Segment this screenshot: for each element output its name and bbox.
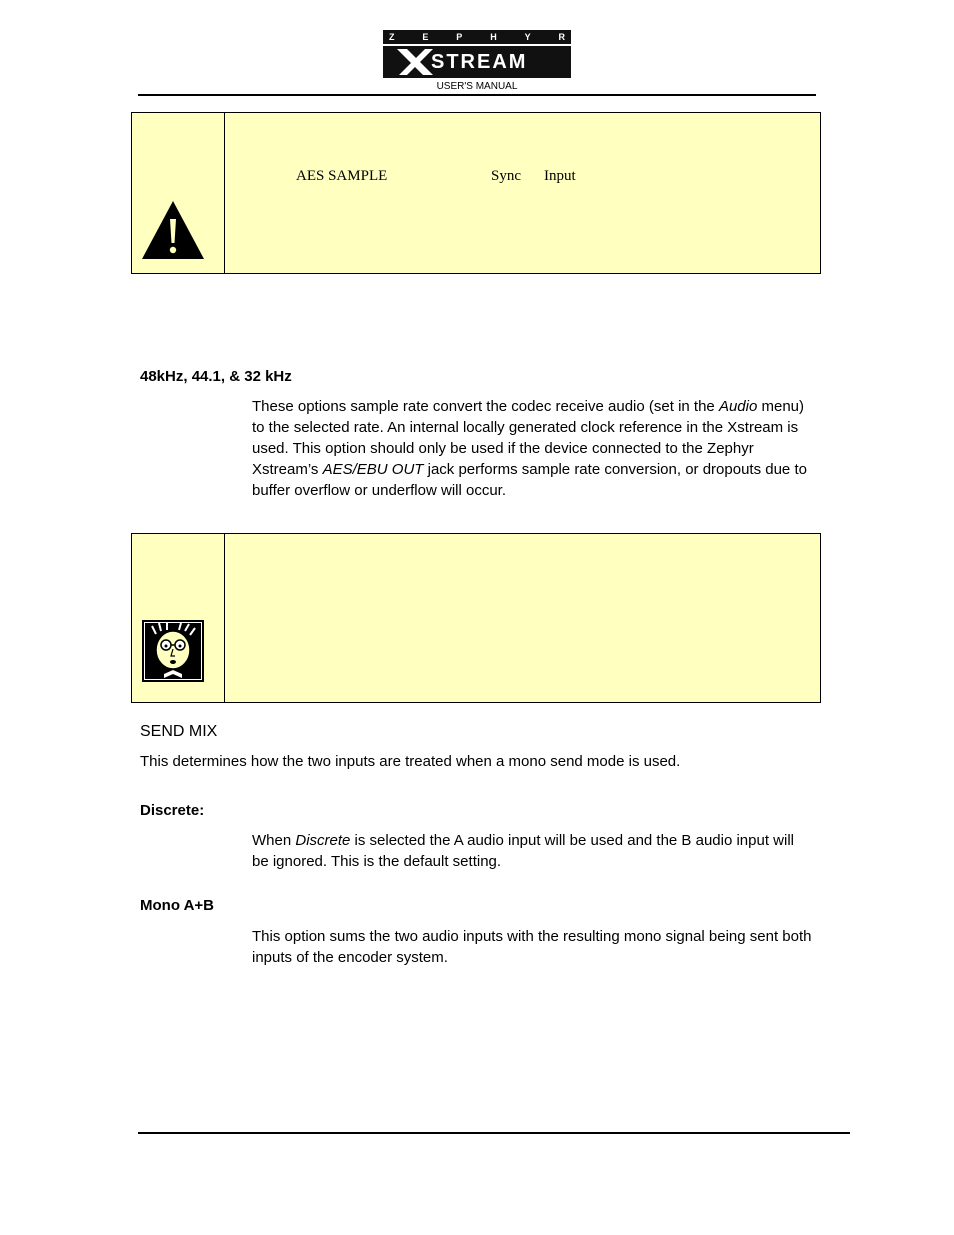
discrete-text: When xyxy=(252,832,296,849)
footer-rule xyxy=(138,1132,850,1134)
logo-letter: H xyxy=(490,32,497,42)
manual-subtitle: USER'S MANUAL xyxy=(436,81,518,92)
zephyr-xstream-logo xyxy=(383,30,571,78)
note-divider xyxy=(224,113,225,273)
note-divider xyxy=(224,534,225,702)
discrete-text: is selected the A audio input will be used and the B audio input will be ignored. This is the default setting. xyxy=(252,832,795,870)
discrete-paragraph xyxy=(252,830,807,872)
aes-ebu-out-term: AES/EBU OUT xyxy=(322,461,424,478)
rates-paragraph xyxy=(252,396,817,501)
logo-x-mark-icon xyxy=(395,47,435,77)
send-mix-intro: This determines how the two inputs are treated when a mono send mode is used. xyxy=(140,753,681,770)
note-text-aes-sample: AES SAMPLE xyxy=(296,168,388,184)
rates-text: jack performs sample rate conversion, or dropouts due to buffer overflow or underflow will occur. xyxy=(252,461,807,499)
tip-note-box xyxy=(131,533,821,703)
discrete-heading: Discrete: xyxy=(140,802,205,819)
logo-rule xyxy=(383,44,571,46)
logo-letter: Z xyxy=(389,32,395,42)
logo-word: STREAM xyxy=(431,51,528,73)
audio-term: Audio xyxy=(718,398,758,415)
warning-triangle-icon xyxy=(140,199,206,261)
logo-letter: E xyxy=(422,32,429,42)
mono-ab-paragraph: This option sums the two audio inputs with the resulting mono signal being sent both inputs of the encoder system. xyxy=(252,928,812,966)
note-text-sync: Sync xyxy=(491,168,521,184)
logo-letter: R xyxy=(558,32,565,42)
rates-text: menu) to the selected rate. An internal locally generated clock reference in the Xstream is used. This option should only be used if the device connected to the Zephyr Xstream’s xyxy=(252,398,804,478)
header-rule xyxy=(138,94,816,96)
note-text-input: Input xyxy=(544,168,576,184)
professor-cartoon-icon xyxy=(142,620,204,682)
logo-letter: P xyxy=(456,32,463,42)
warning-note-box xyxy=(131,112,821,274)
send-mix-title: SEND MIX xyxy=(140,723,218,740)
rates-text: These options sample rate convert the codec receive audio (set in the xyxy=(252,398,719,415)
mono-ab-heading: Mono A+B xyxy=(140,897,215,914)
logo-letter: Y xyxy=(524,32,531,42)
discrete-term: Discrete xyxy=(295,832,351,849)
rates-heading: 48kHz, 44.1, & 32 kHz xyxy=(140,368,292,385)
logo-letters xyxy=(383,32,571,43)
